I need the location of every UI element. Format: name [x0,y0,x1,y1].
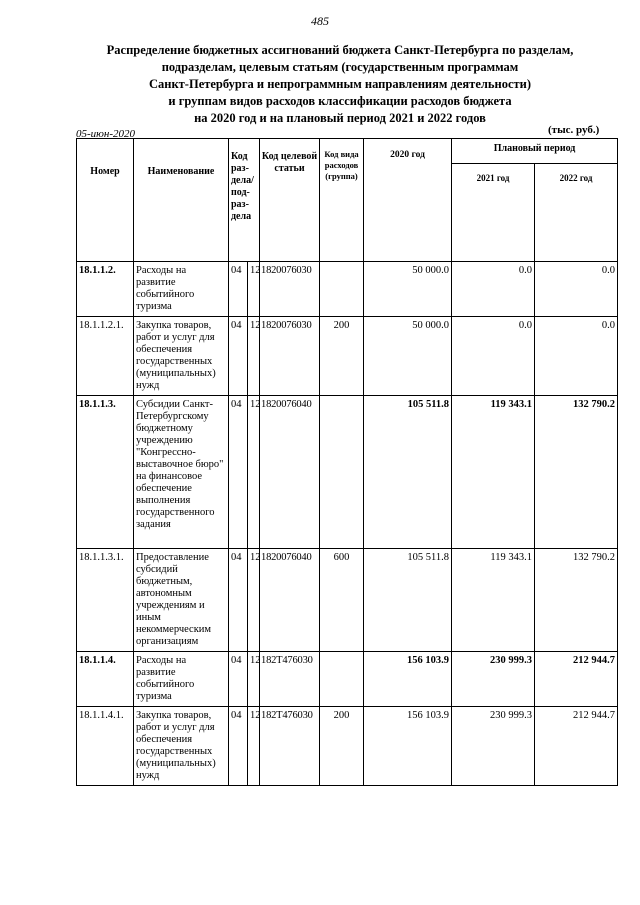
row-section: 04 [231,710,242,721]
row-subsection: 12 [250,552,261,563]
row-target: 1820076030 [261,320,312,331]
header-name: Наименование [134,139,229,262]
row-number: 18.1.1.4. [79,655,116,666]
row-section: 04 [231,552,242,563]
row-name: Расходы на развитие событийного туризма [136,655,195,702]
table-row [77,396,618,549]
table-row [77,262,618,317]
row-group: 200 [333,320,350,331]
row-subsection: 12 [250,265,261,276]
row-2021: 230 999.3 [490,655,533,666]
row-name: Расходы на развитие событийного туризма [136,265,195,312]
header-target-code: Код целевой статьи [260,139,320,262]
table-row [77,652,618,707]
title-line-4: и группам видов расходов классификации расходов бюджета [168,94,512,108]
row-section: 04 [231,265,242,276]
row-2021: 0.0 [518,265,533,276]
row-section: 04 [231,320,242,331]
header-section-code: Код раз-дела/ под-раз-дела [229,139,260,262]
header-2022: 2022 год [535,164,618,262]
row-section: 04 [231,655,242,666]
row-group [320,262,363,268]
row-target: 182Т476030 [261,655,313,666]
table-row [77,707,618,786]
row-subsection: 12 [250,710,261,721]
row-group [320,652,363,658]
title-line-5: на 2020 год и на плановый период 2021 и 2022 годов [194,111,486,125]
row-group: 200 [333,710,350,721]
row-2020: 156 103.9 [407,710,450,721]
title-line-3: Санкт-Петербурга и непрограммным направлениям деятельности) [148,77,531,91]
row-target: 182Т476030 [261,710,313,721]
row-target: 1820076040 [261,399,312,410]
row-2020: 156 103.9 [407,655,450,666]
header-number: Номер [77,139,134,262]
row-2020: 50 000.0 [412,265,450,276]
row-number: 18.1.1.3.1. [79,552,124,563]
row-2021: 230 999.3 [490,710,533,721]
row-target: 1820076030 [261,265,312,276]
row-2020: 50 000.0 [412,320,450,331]
row-number: 18.1.1.4.1. [79,710,124,721]
row-subsection: 12 [250,399,261,410]
row-group: 600 [333,552,350,563]
row-subsection: 12 [250,655,261,666]
row-target: 1820076040 [261,552,312,563]
document-date: 05-июн-2020 [76,128,136,140]
row-2022: 212 944.7 [573,710,616,721]
row-2020: 105 511.8 [407,552,450,563]
row-2022: 0.0 [601,320,616,331]
page-number: 485 [311,14,329,28]
document-title [70,42,610,127]
header-2021: 2021 год [452,164,535,262]
table-row [77,549,618,652]
budget-table [76,138,618,786]
row-section: 04 [231,399,242,410]
unit-label: (тыс. руб.) [548,124,600,136]
row-name: Закупка товаров, работ и услуг для обеспечения государственных (муниципальных) нужд [136,320,216,391]
row-subsection: 12 [250,320,261,331]
row-2022: 212 944.7 [573,655,616,666]
header-2020: 2020 год [364,139,452,262]
row-2022: 132 790.2 [573,552,616,563]
header-expense-type: Код вида расходов (группа) [320,139,364,262]
row-2021: 0.0 [518,320,533,331]
header-plan-period: Плановый период [452,139,618,164]
row-group [320,396,363,402]
row-2021: 119 343.1 [490,552,533,563]
row-name: Закупка товаров, работ и услуг для обеспечения государственных (муниципальных) нужд [136,710,216,781]
row-2022: 0.0 [601,265,616,276]
row-number: 18.1.1.2.1. [79,320,124,331]
row-2022: 132 790.2 [573,399,616,410]
row-name: Субсидии Санкт-Петербургскому бюджетному учреждению "Конгрессно-выставочное бюро" на финансовое обеспечение выполнения государственного задания [136,399,224,530]
row-2020: 105 511.8 [407,399,450,410]
row-number: 18.1.1.3. [79,399,116,410]
row-number: 18.1.1.2. [79,265,116,276]
table-row [77,317,618,396]
row-2021: 119 343.1 [490,399,533,410]
title-line-1: Распределение бюджетных ассигнований бюджета Санкт-Петербурга по разделам, [106,43,574,57]
title-line-2: подразделам, целевым статьям (государственным программам [161,60,519,74]
row-name: Предоставление субсидий бюджетным, автономным учреждениям и иным некоммерческим организациям [136,552,212,647]
